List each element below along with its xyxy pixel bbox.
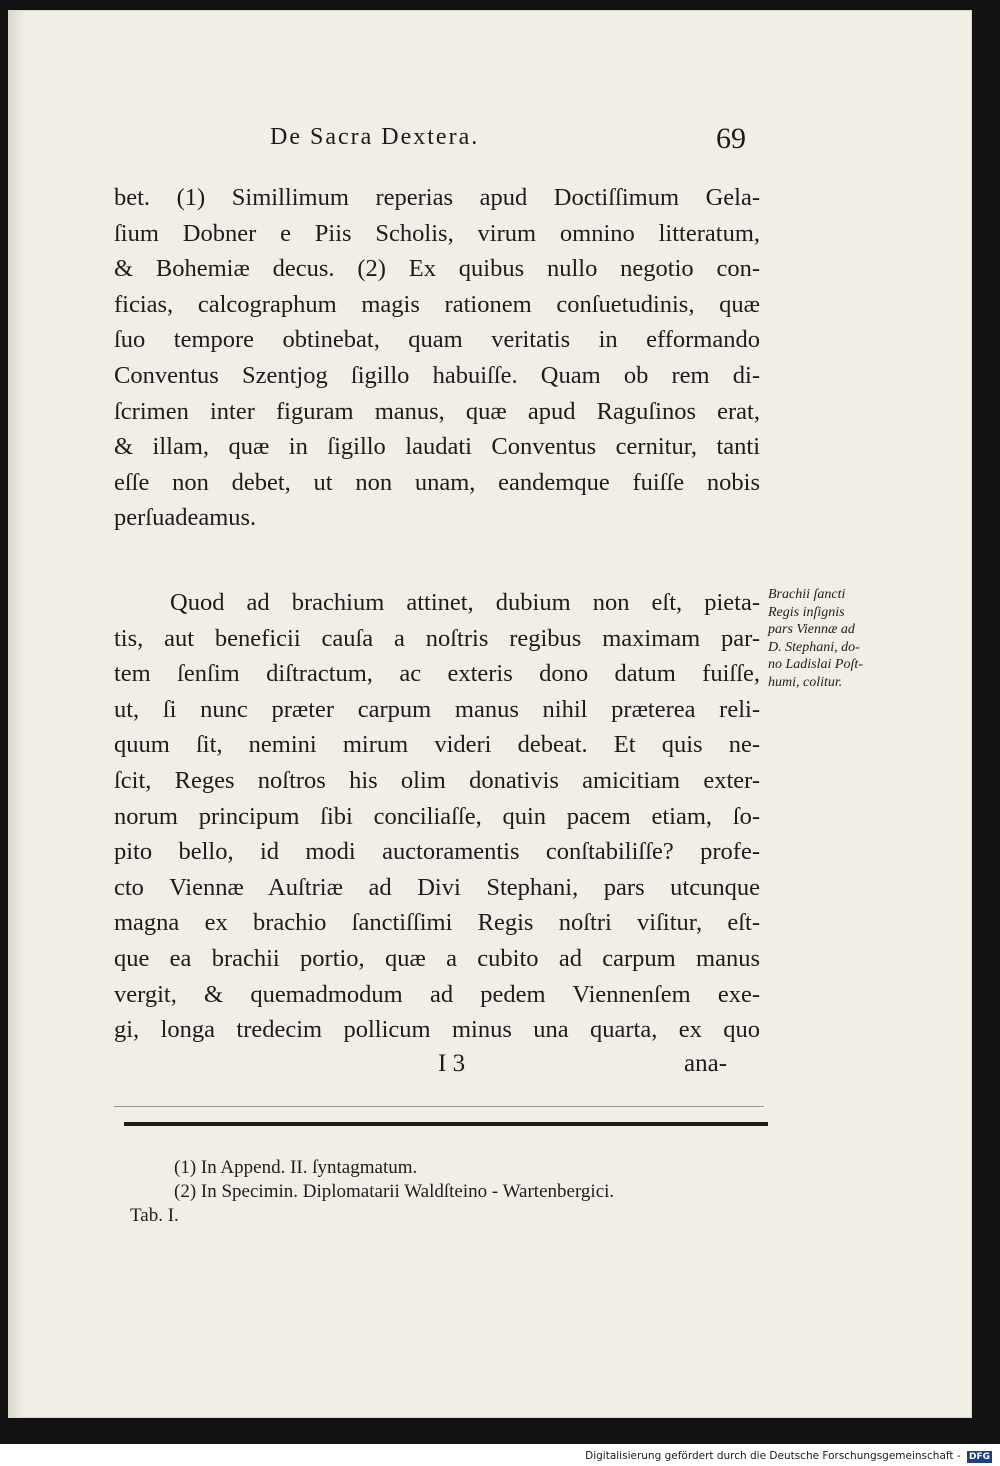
text-line: gi, longa tredecim pollicum minus una quarta, ex quo [114,1016,760,1044]
footnote-2-continued: Tab. I. [130,1205,179,1226]
text-line: bet. (1) Simillimum reperias apud Doctiſſimum Gela- [114,184,760,211]
text-line: quum ſit, nemini mirum videri debeat. Et quis ne- [114,731,760,759]
text-line: ut, ſi nunc præter carpum manus nihil præterea reli- [114,695,760,723]
margin-note-line: no Ladislai Poſt- [768,657,863,672]
text-line: & illam, quæ in ſigillo laudati Conventus cernitur, tanti [114,433,760,461]
catchline [438,1050,738,1084]
text-line: eſſe non debet, ut non unam, eandemque fuiſſe nobis [114,468,760,496]
page-number: 69 [716,122,746,155]
footnote-1: (1) In Append. II. ſyntagmatum. [174,1157,418,1178]
running-head: De Sacra Dextera. [270,124,480,150]
margin-note-line: humi, colitur. [768,674,843,690]
footnote-rule [124,1122,768,1126]
digitization-credit [585,1450,992,1463]
page-gutter-shadow [8,10,26,1418]
margin-note-line: Regis inſignis [768,604,845,620]
text-line: vergit, & quemadmodum ad pedem Viennenſem exe- [114,980,760,1008]
text-line: ficias, calcographum magis rationem conſuetudinis, quæ [114,290,760,318]
text-line: tem ſenſim diſtractum, ac exteris dono datum fuiſſe, [114,660,760,688]
text-line: pito bello, id modi auctoramentis conſtabiliſſe? profe- [114,838,760,866]
text-line: tis, aut beneficii cauſa a noſtris regibus maximam par- [114,624,760,652]
footnote-2: (2) In Specimin. Diplomatarii Waldſteino - Wartenbergici. [174,1181,615,1202]
text-line: ſuo tempore obtinebat, quam veritatis in efformando [114,326,760,354]
text-line: Conventus Szentjog ſigillo habuiſſe. Quam ob rem di- [114,361,760,389]
margin-note-line: Brachii ſancti [768,587,846,602]
margin-note-line: pars Viennæ ad [768,622,855,637]
text-line: ſcrimen inter figuram manus, quæ apud Raguſinos erat, [114,397,760,425]
margin-note-line: D. Stephani, do- [768,639,860,655]
text-line: Quod ad brachium attinet, dubium non eſt, pieta- [170,589,760,616]
bleed-through-rule [114,1106,764,1107]
text-line: que ea brachii portio, quæ a cubito ad carpum manus [114,944,760,972]
dfg-logo-icon: DFG [968,1452,990,1462]
text-line: & Bohemiæ decus. (2) Ex quibus nullo negotio con- [114,255,760,283]
text-line: perſuadeamus. [114,504,257,532]
credit-text: Digitalisierung gefördert durch die Deutsche Forschungsgemeinschaft - [585,1450,961,1462]
paragraph-1 [114,180,760,536]
signature-mark: I 3 [438,1050,466,1077]
footnotes [130,1156,770,1228]
text-line: ſcit, Reges noſtros his olim donativis amicitiam exter- [114,766,760,794]
text-line: magna ex brachio ſanctiſſimi Regis noſtri viſitur, eſt- [114,909,760,937]
catchword: ana- [684,1050,728,1077]
text-line: cto Viennæ Auſtriæ ad Divi Stephani, pars utcunque [114,873,760,901]
text-line: ſium Dobner e Piis Scholis, virum omnino litteratum, [114,219,760,247]
margin-note [768,586,918,691]
text-line: norum principum ſibi conciliaſſe, quin pacem etiam, ſo- [114,802,760,830]
paragraph-2 [114,585,760,1048]
